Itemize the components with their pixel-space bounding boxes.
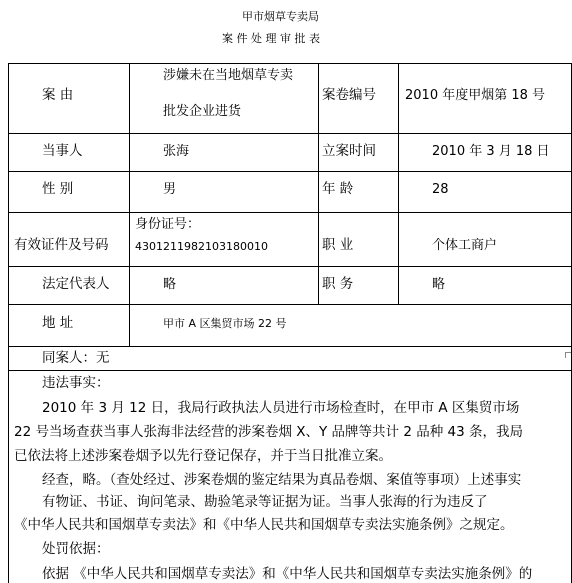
id-label: 有效证件及号码 (14, 237, 109, 253)
cell-corner-mark (565, 352, 571, 358)
gender-label: 性 别 (42, 181, 74, 197)
facts-p2-line2: 有物证、书证、询问笔录、勘验笔录等证据为证。当事人张海的行为违反了 (42, 494, 488, 510)
rule (8, 212, 572, 213)
legal-rep-value: 略 (163, 277, 177, 292)
rule (8, 133, 572, 134)
col-divider (129, 63, 130, 346)
border-left (8, 63, 9, 583)
rule (8, 370, 572, 371)
col-divider (398, 63, 399, 304)
job-label: 职 业 (322, 237, 354, 253)
id-number: 430121198210318001​0 (135, 240, 268, 253)
form-title: 案 件 处 理 审 批 表 (222, 32, 320, 45)
facts-p1-line2: 22 号当场查获当事人张海非法经营的涉案卷烟 X、Y 品牌等共计 2 品种 43 条，我局 (14, 424, 523, 440)
rule-top (8, 63, 572, 64)
facts-p1-line3: 已依法将上述涉案卷烟予以先行登记保存，并于当日批准立案。 (14, 448, 392, 464)
legal-rep-label: 法定代表人 (42, 276, 110, 292)
case-reason-value-line2: 批发企业进货 (163, 104, 242, 119)
col-divider (318, 63, 319, 304)
case-no-value: 2010 年度甲烟第 18 号 (405, 88, 546, 103)
filing-time-value: 2010 年 3 月 18 日 (432, 144, 550, 159)
case-no-label: 案卷编号 (322, 87, 376, 103)
co-party: 同案人：无 (42, 350, 110, 366)
case-reason-label: 案 由 (42, 87, 74, 103)
facts-heading: 违法事实： (42, 375, 110, 391)
party-label: 当事人 (42, 143, 83, 159)
case-reason-value-line1: 涉嫌未在当地烟草专卖 (163, 68, 294, 83)
facts-p2-line1: 经查，略。（查处经过、涉案卷烟的鉴定结果为真品卷烟、案值等事项）上述事实 (42, 472, 522, 488)
address-label: 地 址 (42, 315, 74, 331)
basis-line1: 依据 《中华人民共和国烟草专卖法》和《中华人民共和国烟草专卖法实施条例》的 (42, 566, 533, 582)
position-label: 职 务 (322, 276, 354, 292)
gender-value: 男 (163, 182, 177, 197)
rule (8, 346, 572, 347)
basis-heading: 处罚依据： (42, 541, 110, 557)
age-label: 年 龄 (322, 181, 354, 197)
rule (8, 304, 572, 305)
age-value: 28 (432, 182, 449, 197)
party-value: 张海 (163, 144, 190, 159)
position-value: 略 (432, 277, 446, 292)
address-value: 甲市 A 区集贸市场 22 号 (163, 317, 287, 330)
facts-p2-line3: 《中华人民共和国烟草专卖法》和《中华人民共和国烟草专卖法实施条例》之规定。 (14, 517, 514, 533)
id-type: 身份证号： (135, 217, 201, 232)
org-name: 甲市烟草专卖局 (242, 10, 319, 23)
rule (8, 171, 572, 172)
rule (8, 266, 572, 267)
filing-time-label: 立案时间 (322, 143, 376, 159)
job-value: 个体工商户 (432, 238, 498, 253)
facts-p1-line1: 2010 年 3 月 12 日，我局行政执法人员进行市场检查时，在甲市 A 区集贸市场 (42, 400, 520, 416)
